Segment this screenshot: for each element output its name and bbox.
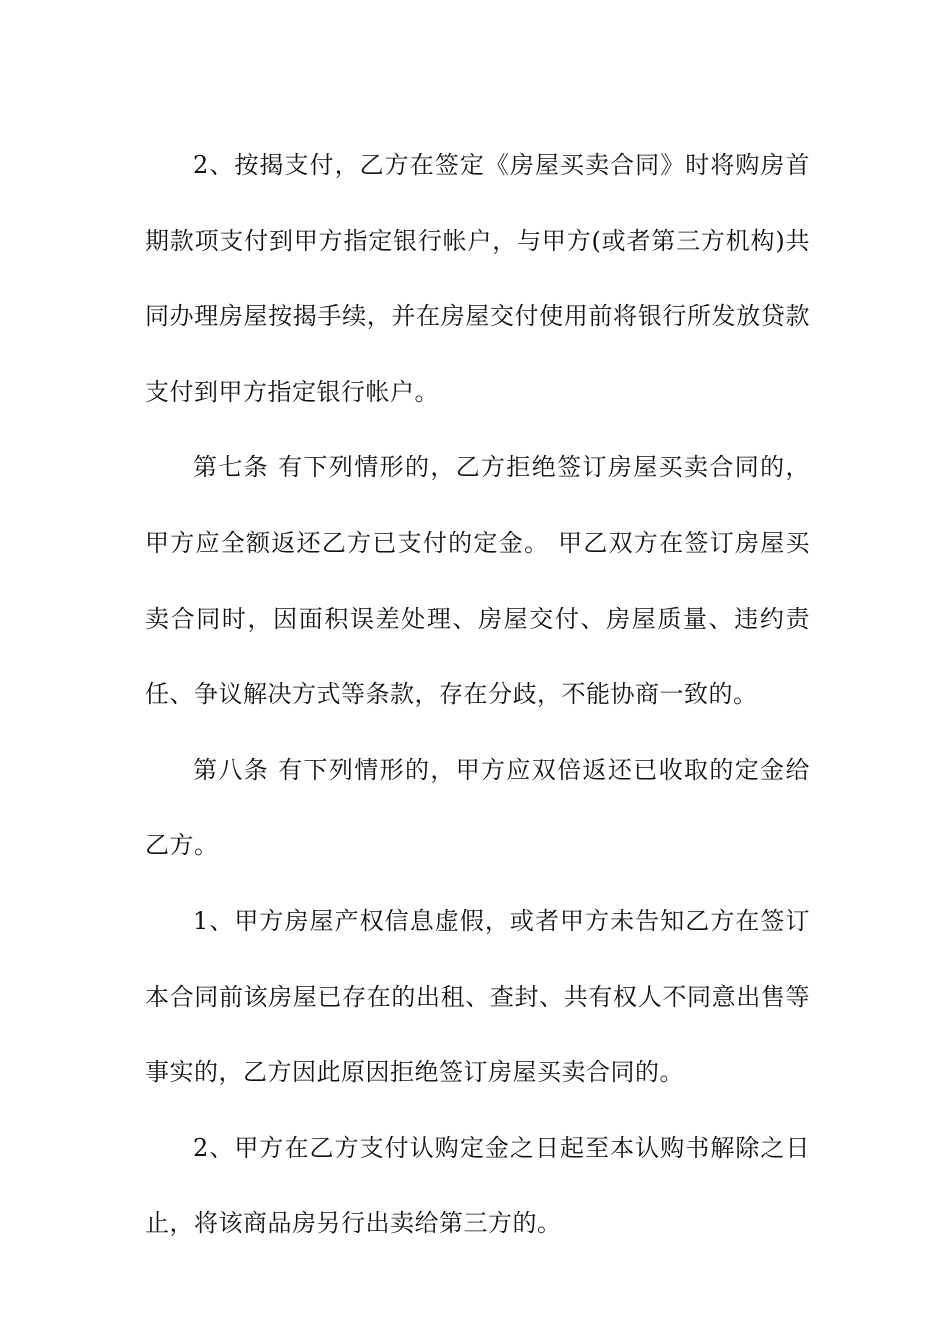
- paragraph-article-7: 第七条 有下列情形的，乙方拒绝签订房屋买卖合同的，甲方应全额返还乙方已支付的定金。 甲乙双方在签订房屋买卖合同时，因面积误差处理、房屋交付、房屋质量、违约责任、争议解决方式等条款，存在分歧，不能协商一致的。: [145, 453, 810, 709]
- paragraph-article-8-item-1: 1、甲方房屋产权信息虚假，或者甲方未告知乙方在签订本合同前该房屋已存在的出租、查封、共有权人不同意出售等事实的，乙方因此原因拒绝签订房屋买卖合同的。: [145, 906, 810, 1087]
- paragraph-article-8: 第八条 有下列情形的，甲方应双倍返还已收取的定金给乙方。: [145, 755, 810, 860]
- document-body: [145, 128, 810, 1262]
- paragraph-article-8-item-2: 2、甲方在乙方支付认购定金之日起至本认购书解除之日止，将该商品房另行出卖给第三方的。: [145, 1133, 810, 1238]
- paragraph-payment-mortgage: 2、按揭支付，乙方在签定《房屋买卖合同》时将购房首期款项支付到甲方指定银行帐户，与甲方(或者第三方机构)共同办理房屋按揭手续，并在房屋交付使用前将银行所发放贷款支付到甲方指定银行帐户。: [145, 151, 810, 406]
